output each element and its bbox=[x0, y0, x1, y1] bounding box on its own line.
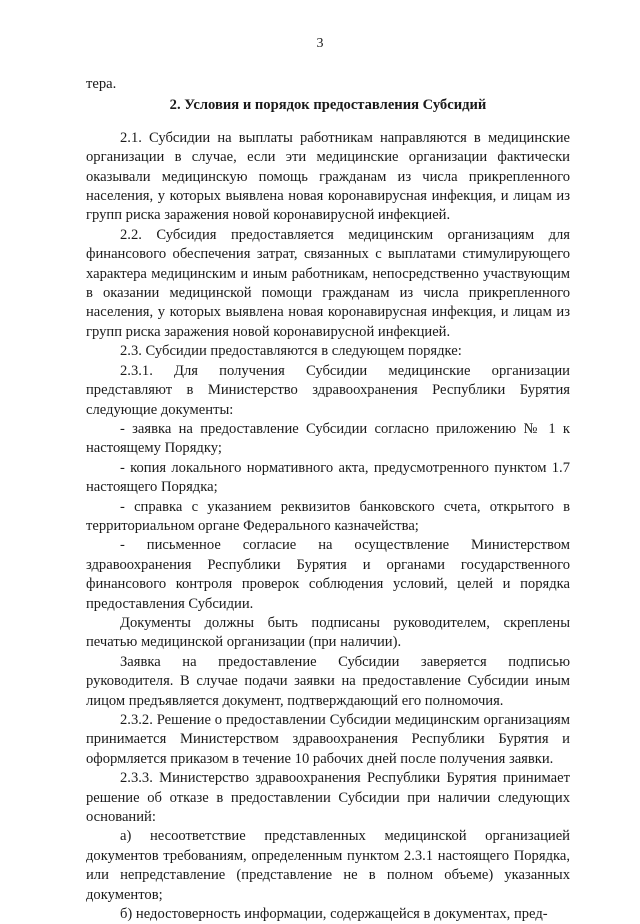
list-item-bank-details: - справка с указанием реквизитов банковского счета, открытого в территориальном органе Федерального казначейства; bbox=[86, 498, 570, 534]
paragraph-2-1: 2.1. Субсидии на выплаты работникам направляются в медицинские организации в случае, если эти медицинские организации фактически оказывали медицинскую помощь гражданам из числа прикрепленного населения, у которых выявлена новая коронавирусная инфекция, и лицам из групп риска заражения новой коронавирусной инфекцией. bbox=[86, 129, 570, 224]
refusal-ground-b: б) недостоверность информации, содержащейся в документах, пред- bbox=[120, 906, 548, 923]
paragraph-2-3: 2.3. Субсидии предоставляются в следующем порядке: bbox=[120, 343, 462, 360]
carryover-text: тера. bbox=[86, 76, 117, 92]
list-item-local-act: - копия локального нормативного акта, предусмотренного пунктом 1.7 настоящего Порядка; bbox=[86, 459, 570, 496]
paragraph-2-3-3: 2.3.3. Министерство здравоохранения Республики Бурятия принимает решение об отказе в предоставлении Субсидии при наличии следующих оснований: bbox=[86, 770, 570, 826]
document-body bbox=[86, 75, 570, 924]
paragraph-application-certification: Заявка на предоставление Субсидии заверяется подписью руководителя. В случае подачи заявки на предоставление Субсидии иным лицом предъявляется документ, подтверждающий его полномочия. bbox=[86, 653, 570, 709]
list-item-written-consent: - письменное согласие на осуществление Министерством здравоохранения Республики Бурятия и органами государственного финансового контроля проверок соблюдения условий, целей и порядка предоставления Субсидии. bbox=[86, 537, 570, 612]
paragraph-signature-requirement: Документы должны быть подписаны руководителем, скреплены печатью медицинской организации (при наличии). bbox=[86, 614, 570, 651]
paragraph-2-3-1: 2.3.1. Для получения Субсидии медицинские организации представляют в Министерство здравоохранения Республики Бурятия следующие документы: bbox=[86, 362, 570, 418]
paragraph-2-3-2: 2.3.2. Решение о предоставлении Субсидии медицинским организациям принимается Министерством здравоохранения Республики Бурятия и оформляется приказом в течение 10 рабочих дней после получения заявки. bbox=[86, 712, 570, 767]
page-number: 3 bbox=[316, 36, 324, 51]
section-title: 2. Условия и порядок предоставления Субсидий bbox=[169, 97, 487, 114]
refusal-ground-a: а) несоответствие представленных медицинской организацией документов требованиям, определенным пунктом 2.3.1 настоящего Порядка, или непредставление (представление не в полном объеме) указанных документов; bbox=[86, 828, 570, 903]
paragraph-2-2: 2.2. Субсидия предоставляется медицинским организациям для финансового обеспечения затрат, связанных с выплатами стимулирующего характера медицинским и иным работникам, непосредственно участвующим в оказании медицинской помощи гражданам из числа прикрепленного населения, у которых выявлена новая коронавирусная инфекция, и лицам из групп риска заражения новой коронавирусной инфекцией. bbox=[86, 226, 570, 340]
list-item-application: - заявка на предоставление Субсидии согласно приложению № 1 к настоящему Порядку; bbox=[86, 420, 570, 457]
